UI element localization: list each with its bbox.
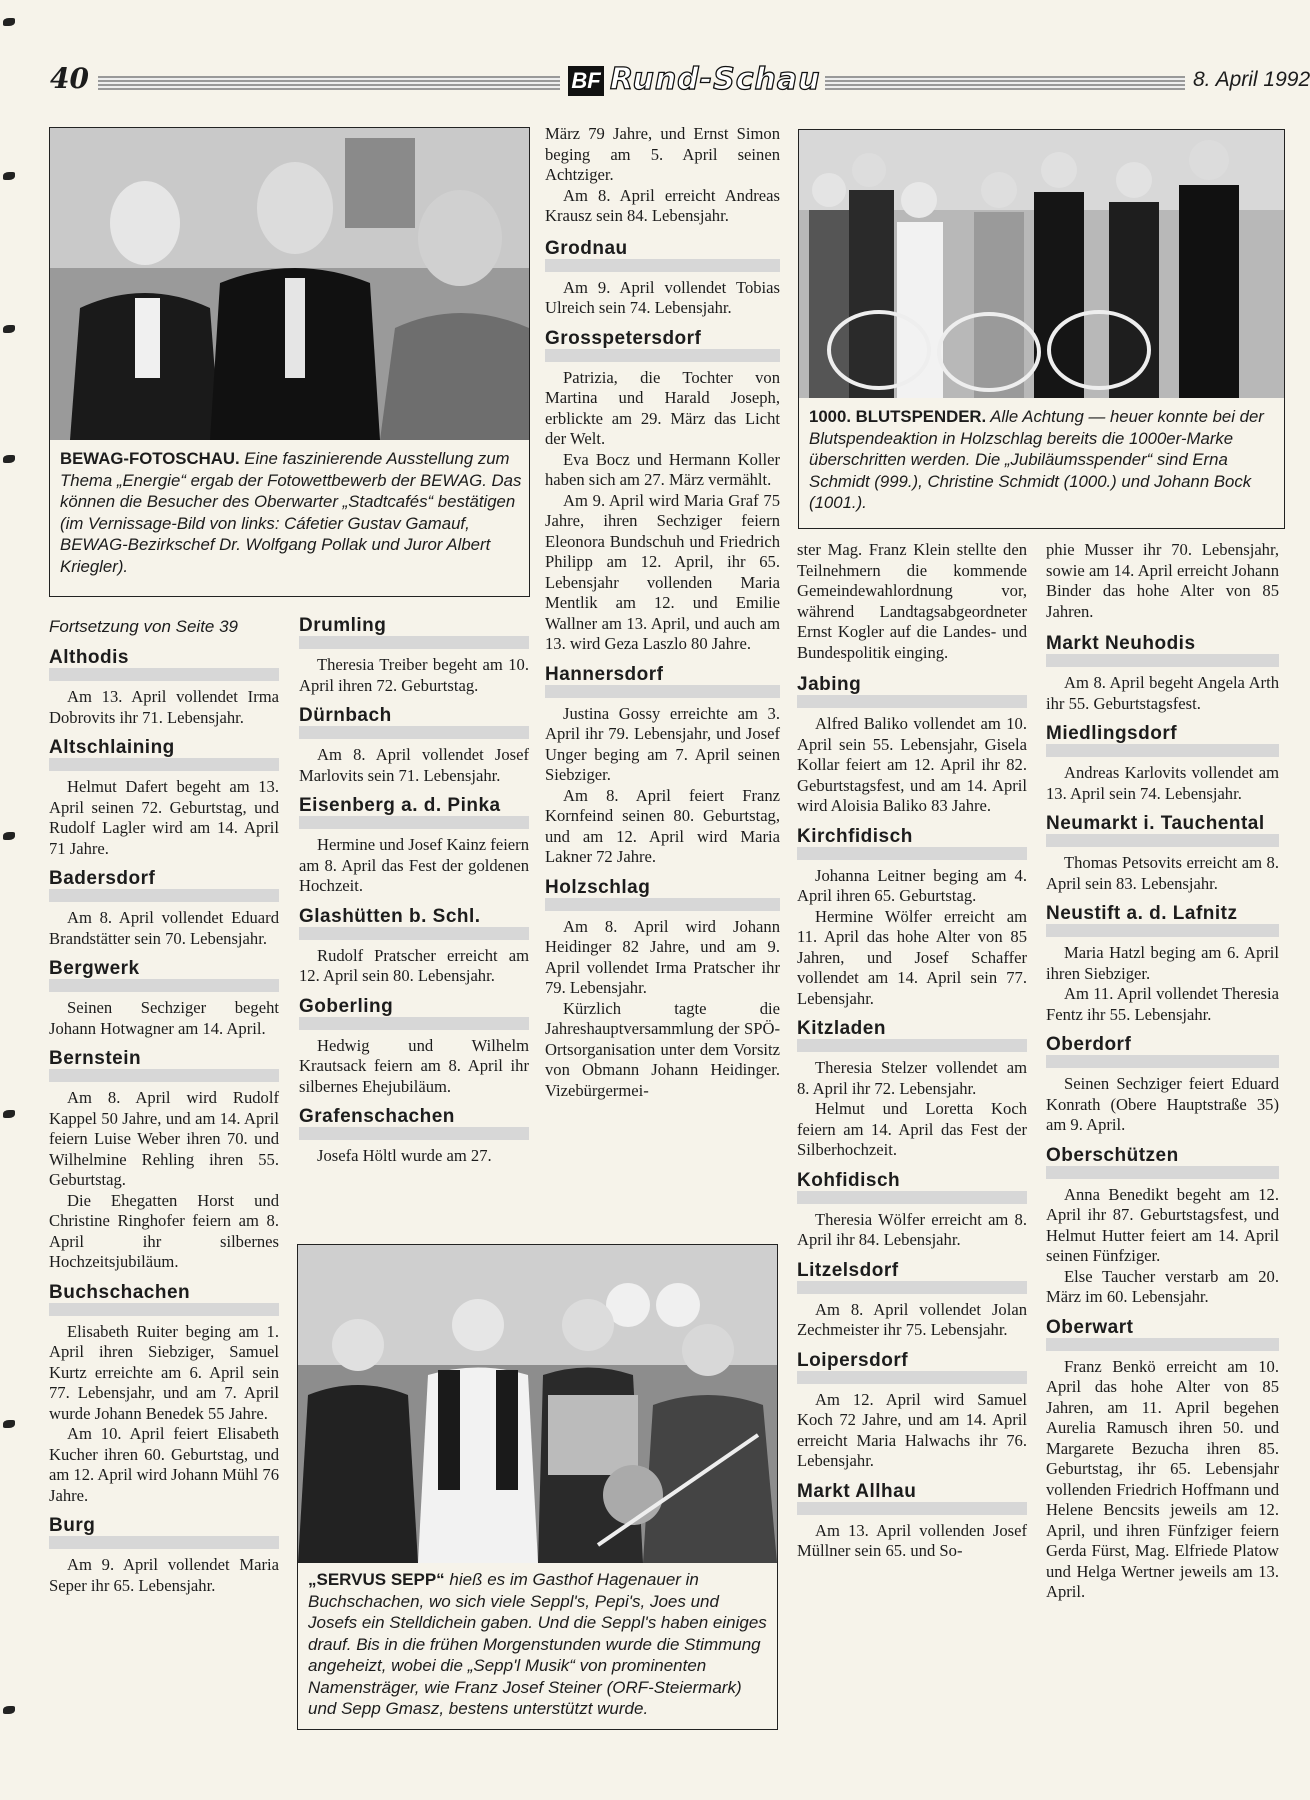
paragraph: Am 12. April wird Samuel Koch 72 Jahre, und am 14. April erreicht Maria Halwachs ihr 76. Lebensjahr. <box>797 1389 1027 1470</box>
paragraph: Am 8. April erreicht Andreas Krausz sein 84. Lebensjahr. <box>545 185 780 225</box>
paragraph: Josefa Höltl wurde am 27. <box>317 1146 492 1165</box>
photo-servus-sepp <box>298 1245 777 1563</box>
section-heading: Bergwerk <box>49 959 279 992</box>
paragraph: Am 8. April vollendet Eduard Brandstätter sein 70. Lebensjahr. <box>49 908 279 948</box>
section-body <box>1046 1357 1279 1603</box>
section-body <box>299 946 529 987</box>
section-body <box>545 704 780 868</box>
section <box>299 616 529 696</box>
paragraph: Patrizia, die Tochter von Martina und Harald Joseph, erblickte am 29. März das Licht der Welt. <box>545 367 780 448</box>
section-heading: Goberling <box>299 997 529 1030</box>
margin-mark <box>3 1110 15 1118</box>
column-3-lead <box>545 124 780 227</box>
caption-servus-sepp-text: hieß es im Gasthof Hagenauer in Buchschachen, wo sich viele Seppl's, Pepi's, Joes und Josefs ein Stelldichein gaben. Und die Seppl's haben einiges drauf. Bis in die frühen Morgenstunden wurde die Stimmung angeheizt, wobei die „Sepp'l Musik“ von prominenten Namensträger, wie Franz Josef Steiner (ORF-Steiermark) und Sepp Gmasz, bestens unterstützt wurde. <box>308 1570 767 1718</box>
paragraph: Andreas Karlovits vollendet am 13. April sein 74. Lebensjahr. <box>1046 763 1279 803</box>
margin-mark <box>3 455 15 463</box>
paragraph: Theresia Stelzer vollendet am 8. April ihr 72. Lebensjahr. <box>797 1058 1027 1098</box>
photo-blutspender-image <box>799 130 1284 398</box>
section-body <box>49 687 279 728</box>
column-1 <box>49 616 279 1596</box>
section-body <box>299 655 529 696</box>
paragraph: Theresia Wölfer erreicht am 8. April ihr 84. Lebensjahr. <box>797 1209 1027 1249</box>
section-heading: Oberdorf <box>1046 1035 1279 1068</box>
photo-blutspender <box>799 130 1284 398</box>
caption-bewag <box>60 448 522 577</box>
section <box>797 1019 1027 1161</box>
section <box>545 665 780 868</box>
section-heading: Loipersdorf <box>797 1351 1027 1384</box>
section-heading: Buchschachen <box>49 1283 279 1316</box>
section-heading: Altschlaining <box>49 738 279 771</box>
column-4-lead <box>797 540 1027 663</box>
section-body <box>49 908 279 949</box>
section-heading: Eisenberg a. d. Pinka <box>299 796 529 829</box>
paragraph: Maria Hatzl beging am 6. April ihren Siebziger. <box>1046 943 1279 983</box>
photo-box-bewag <box>49 127 530 597</box>
section-body <box>1046 1185 1279 1308</box>
section-heading: Grosspetersdorf <box>545 329 780 362</box>
paragraph: Seinen Sechziger feiert Eduard Konrath (Obere Hauptstraße 35) am 9. April. <box>1046 1074 1279 1134</box>
caption-servus-sepp <box>308 1569 768 1720</box>
paragraph: Am 8. April feiert Franz Kornfeind seinen 80. Geburtstag, und am 12. April wird Maria Lakner 72 Jahre. <box>545 785 780 866</box>
paragraph: Am 8. April vollendet Josef Marlovits sein 71. Lebensjahr. <box>299 745 529 785</box>
section-body <box>1046 763 1279 804</box>
section-heading: Oberschützen <box>1046 1146 1279 1179</box>
section-heading: Miedlingsdorf <box>1046 724 1279 757</box>
section <box>1046 1318 1279 1603</box>
section <box>1046 634 1279 714</box>
section <box>1046 814 1279 894</box>
section <box>797 1261 1027 1341</box>
paragraph: Theresia Treiber begeht am 10. April ihren 72. Geburtstag. <box>299 655 529 695</box>
paragraph: Anna Benedikt begeht am 12. April ihr 87. Geburtstagsfest, und Helmut Hutter feiert am 14. April seinen Fünfziger. <box>1046 1184 1279 1265</box>
paragraph: Helmut und Loretta Koch feiern am 14. April das Fest der Silberhochzeit. <box>797 1099 1027 1159</box>
section <box>49 959 279 1039</box>
section-heading: Holzschlag <box>545 878 780 911</box>
paragraph: Franz Benkö erreicht am 10. April das hohe Alter von 85 Jahren, am 11. April begehen Aurelia Ramusch ihren 50. und Margarete Bezucha ihren 85. Geburtstag, ihr 65. Lebensjahr vollenden Friedrich Hoffmann und Helene Bencsits jeweils am 12. April, und ihren Fünfziger feiern Gerda Fürst, Mag. Elfriede Platow und Helga Wertner jeweils am 13. April. <box>1046 1356 1279 1601</box>
section-body <box>49 777 279 859</box>
section-body <box>1046 853 1279 894</box>
continued-note: Fortsetzung von Seite 39 <box>49 617 239 636</box>
section-body <box>797 1300 1027 1341</box>
section-heading: Kohfidisch <box>797 1171 1027 1204</box>
section <box>797 827 1027 1010</box>
section-heading: Neustift a. d. Lafnitz <box>1046 904 1279 937</box>
paragraph: Am 10. April feiert Elisabeth Kucher ihren 60. Geburtstag, und am 12. April wird Johann Mühl 76 Jahre. <box>49 1424 279 1505</box>
section <box>545 878 780 1102</box>
section <box>49 1049 279 1273</box>
section-body <box>797 1521 1027 1562</box>
paragraph: Helmut Dafert begeht am 13. April seinen 72. Geburtstag, und Rudolf Lagler wird am 14. April 71 Jahre. <box>49 777 279 858</box>
logo-text: BF <box>571 68 601 93</box>
paragraph: Am 13. April vollendet Irma Dobrovits ihr 71. Lebensjahr. <box>49 687 279 727</box>
photo-servus-sepp-image <box>298 1245 777 1563</box>
section <box>49 648 279 728</box>
section-body <box>299 745 529 786</box>
photo-bewag-image <box>50 128 529 440</box>
margin-mark <box>3 832 15 840</box>
margin-mark <box>3 1420 15 1428</box>
paragraph: März 79 Jahre, und Ernst Simon beging am 5. April seinen Achtziger. <box>545 124 780 184</box>
header-date: 8. April 1992 <box>1193 68 1310 91</box>
caption-bewag-text: Eine faszinierende Ausstellung zum Thema „Energie“ ergab der Fotowettbewerb der BEWAG. Das können die Besucher des Oberwarter „Stadtcafés“ bestätigen (im Vernissage-Bild von links: Cáfetier Gustav Gamauf, BEWAG-Bezirkschef Dr. Wolfgang Pollak und Juror Albert Kriegler). <box>60 449 522 576</box>
page-number: 40 <box>50 62 89 95</box>
section-body <box>797 1210 1027 1251</box>
column-3 <box>545 124 780 1101</box>
column-4 <box>797 540 1027 1562</box>
section-body <box>1046 943 1279 1025</box>
section-heading: Neumarkt i. Tauchental <box>1046 814 1279 847</box>
section-heading: Glashütten b. Schl. <box>299 907 529 940</box>
paragraph: Thomas Petsovits erreicht am 8. April sein 83. Lebensjahr. <box>1046 853 1279 893</box>
section-heading: Bernstein <box>49 1049 279 1082</box>
photo-bewag <box>50 128 529 440</box>
section <box>49 869 279 949</box>
paragraph: Hermine Wölfer erreicht am 11. April das hohe Alter von 85 Jahren, und Josef Schaffer vollendet am 14. April sein 77. Lebensjahr. <box>797 906 1027 1008</box>
header-rule-left <box>98 76 560 90</box>
section-heading: Oberwart <box>1046 1318 1279 1351</box>
section-heading: Litzelsdorf <box>797 1261 1027 1294</box>
section-body <box>299 835 529 897</box>
section-body <box>299 1146 529 1167</box>
caption-bewag-title: BEWAG-FOTOSCHAU. <box>60 449 240 468</box>
paragraph: Am 8. April begeht Angela Arth ihr 55. Geburtstagsfest. <box>1046 673 1279 713</box>
paragraph: Johanna Leitner beging am 4. April ihren 65. Geburtstag. <box>797 865 1027 905</box>
paragraph: Seinen Sechziger begeht Johann Hotwagner am 14. April. <box>49 998 279 1038</box>
paragraph: Am 11. April vollendet Theresia Fentz ihr 55. Lebensjahr. <box>1046 984 1279 1024</box>
section-heading: Burg <box>49 1516 279 1549</box>
section <box>49 1516 279 1596</box>
section-heading: Kitzladen <box>797 1019 1027 1052</box>
section-heading: Kirchfidisch <box>797 827 1027 860</box>
masthead: Rund-Schau <box>610 62 821 97</box>
section-body <box>1046 1074 1279 1136</box>
paragraph: Am 8. April vollendet Jolan Zechmeister ihr 75. Lebensjahr. <box>797 1299 1027 1339</box>
paragraph: Die Ehegatten Horst und Christine Ringhofer feiern am 8. April ihr silbernes Hochzeitsjubiläum. <box>49 1190 279 1271</box>
paragraph: Am 8. April wird Johann Heidinger 82 Jahre, und am 9. April vollendet Irma Pratscher ihr 79. Lebensjahr. <box>545 916 780 997</box>
paragraph: Justina Gossy erreichte am 3. April ihr 79. Lebensjahr, und Josef Unger beging am 7. April seinen Siebziger. <box>545 703 780 784</box>
section-body <box>545 278 780 319</box>
section <box>299 706 529 786</box>
caption-servus-sepp-title: „SERVUS SEPP“ <box>308 1570 445 1589</box>
section-body <box>797 1058 1027 1161</box>
section-heading: Markt Neuhodis <box>1046 634 1279 667</box>
paragraph: Kürzlich tagte die Jahreshauptversammlung der SPÖ-Ortsorganisation unter dem Vorsitz von Obmann Johann Heidinger. Vizebürgermei- <box>545 998 780 1100</box>
section <box>797 1171 1027 1251</box>
section-body <box>545 917 780 1102</box>
section-heading: Badersdorf <box>49 869 279 902</box>
logo-badge <box>568 66 604 96</box>
paragraph: Rudolf Pratscher erreicht am 12. April sein 80. Lebensjahr. <box>299 945 529 985</box>
paragraph: Alfred Baliko vollendet am 10. April sein 55. Lebensjahr, Gisela Kollar feiert am 12. April ihr 82. Geburtstagsfest, und am 14. April wird Aloisia Baliko 83 Jahre. <box>797 714 1027 815</box>
section <box>299 1107 529 1167</box>
section <box>299 907 529 987</box>
section <box>797 1482 1027 1562</box>
section-heading: Drumling <box>299 616 529 649</box>
section-body <box>797 1390 1027 1472</box>
section <box>49 1283 279 1507</box>
section <box>1046 1146 1279 1308</box>
section-heading: Hannersdorf <box>545 665 780 698</box>
caption-blutspender-text: Alle Achtung — heuer konnte bei der Blutspendeaktion in Holzschlag bereits die 1000er-Marke überschritten werden. Die „Jubiläumsspender“ sind Erna Schmidt (999.), Christine Schmidt (1000.) und Johann Bock (1001.). <box>809 407 1264 512</box>
section-heading: Dürnbach <box>299 706 529 739</box>
caption-blutspender <box>809 406 1279 514</box>
margin-mark <box>3 325 15 333</box>
paragraph: Am 9. April vollendet Tobias Ulreich sein 74. Lebensjahr. <box>545 277 780 317</box>
section-body <box>49 1322 279 1507</box>
paragraph: Hedwig und Wilhelm Krautsack feiern am 8. April ihr silbernes Ehejubiläum. <box>299 1035 529 1096</box>
paragraph: ster Mag. Franz Klein stellte den Teilnehmern die kommende Gemeindewahlordnung vor, während Landtagsabgeordneter Ernst Kogler auf die Landes- und Bundespolitik einging. <box>797 540 1027 662</box>
section-heading: Grafenschachen <box>299 1107 529 1140</box>
margin-mark <box>3 1706 15 1714</box>
paragraph: Hermine und Josef Kainz feiern am 8. April das Fest der goldenen Hochzeit. <box>299 835 529 895</box>
section <box>299 997 529 1098</box>
paragraph: Am 9. April wird Maria Graf 75 Jahre, ihren Sechziger feiern Eleonora Bundschuh und Friedrich Philipp am 12. April, ihr 65. Lebensjahr vollenden Maria Mentlik am 12. und Emilie Wallner am 13. April, und auch am 13. wird Geza Laszlo 80 Jahre. <box>545 490 780 653</box>
section-body <box>797 714 1027 817</box>
section <box>797 675 1027 817</box>
photo-box-servus-sepp <box>297 1244 778 1730</box>
section <box>1046 724 1279 804</box>
section <box>545 329 780 655</box>
paragraph: phie Musser ihr 70. Lebensjahr, sowie am 14. April erreicht Johann Binder das hohe Alter von 85 Jahren. <box>1046 540 1279 621</box>
section-body <box>49 1555 279 1596</box>
column-5-lead <box>1046 540 1279 622</box>
paragraph: Am 8. April wird Rudolf Kappel 50 Jahre, und am 14. April feiern Luise Weber ihren 70. und Wilhelmine Rehling ihren 55. Geburtstag. <box>49 1088 279 1189</box>
column-2 <box>299 616 529 1167</box>
header-rule-right <box>825 76 1185 90</box>
paragraph: Else Taucher verstarb am 20. März im 60. Lebensjahr. <box>1046 1266 1279 1306</box>
paragraph: Eva Bocz und Hermann Koller haben sich am 27. März vermählt. <box>545 449 780 489</box>
section <box>1046 904 1279 1025</box>
section-body <box>797 866 1027 1010</box>
section-body <box>49 998 279 1039</box>
paragraph: Am 9. April vollendet Maria Seper ihr 65. Lebensjahr. <box>49 1555 279 1595</box>
section <box>1046 1035 1279 1136</box>
section-heading: Jabing <box>797 675 1027 708</box>
section-body <box>49 1088 279 1273</box>
section-body <box>1046 673 1279 714</box>
section <box>299 796 529 897</box>
section <box>49 738 279 859</box>
section <box>797 1351 1027 1472</box>
margin-mark <box>3 18 15 26</box>
section <box>545 239 780 319</box>
caption-blutspender-title: 1000. BLUTSPENDER. <box>809 407 987 426</box>
section-heading: Grodnau <box>545 239 780 272</box>
margin-mark <box>3 172 15 180</box>
section-body <box>545 368 780 655</box>
paragraph: Elisabeth Ruiter beging am 1. April ihren Siebziger, Samuel Kurtz erreichte am 6. April sein 77. Lebensjahr, und am 7. April wurde Johann Benedek 55 Jahre. <box>49 1321 279 1423</box>
section-body <box>299 1036 529 1098</box>
section-heading: Althodis <box>49 648 279 681</box>
photo-box-blutspender <box>798 129 1285 529</box>
paragraph: Am 13. April vollenden Josef Müllner sein 65. und So- <box>797 1520 1027 1560</box>
page-header <box>50 62 1310 102</box>
column-5 <box>1046 540 1279 1603</box>
section-heading: Markt Allhau <box>797 1482 1027 1515</box>
